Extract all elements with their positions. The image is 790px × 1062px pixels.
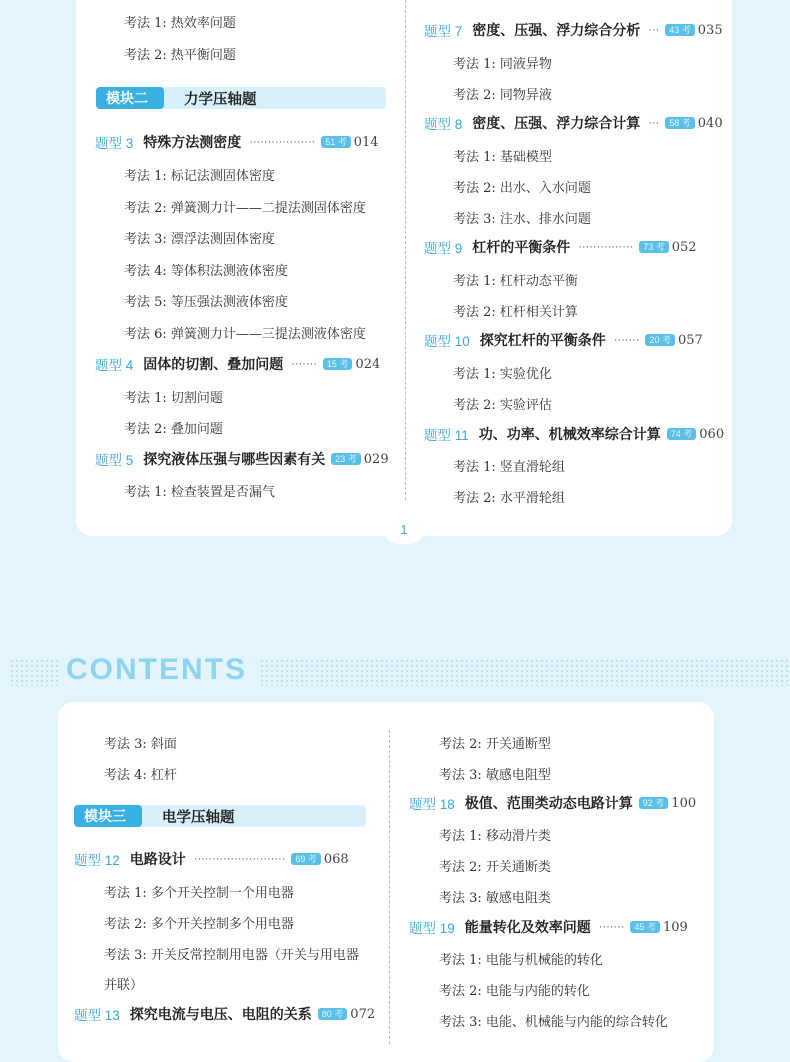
exam-count-badge: 58 考 [665, 117, 695, 129]
page-number: 060 [699, 426, 725, 442]
page-number: 040 [697, 115, 723, 131]
toc-entry-type-10[interactable] [424, 330, 703, 350]
page-number: 024 [355, 356, 381, 372]
leader-dots: ··············· [578, 241, 634, 253]
module-header [74, 805, 235, 827]
method-item: 考法 2: 热平衡问题 [124, 48, 236, 63]
toc-entry-type-7[interactable] [424, 20, 723, 40]
type-title: 探究液体压强与哪些因素有关 [143, 451, 326, 467]
method-item: 考法 1: 同液异物 [453, 57, 552, 72]
page-number: 100 [671, 795, 697, 811]
method-item: 考法 1: 标记法测固体密度 [124, 169, 275, 184]
exam-count-badge: 43 考 [665, 24, 695, 36]
exam-count-badge: 20 考 [645, 334, 675, 346]
type-title: 密度、压强、浮力综合计算 [472, 115, 641, 131]
toc-entry-type-9[interactable] [424, 237, 697, 257]
type-label: 题型 4 [95, 358, 134, 373]
module-title: 电学压轴题 [162, 809, 235, 826]
toc-entry-type-3[interactable] [95, 132, 379, 152]
method-item: 考法 2: 弹簧测力计——二提法测固体密度 [124, 201, 366, 216]
toc-entry-type-12[interactable] [74, 849, 349, 869]
toc-entry-type-11[interactable] [424, 424, 724, 444]
type-title: 固体的切割、叠加问题 [143, 356, 284, 372]
toc-entry-type-19[interactable] [409, 917, 688, 937]
toc-entry-type-18[interactable] [409, 793, 696, 813]
page-number: 109 [662, 919, 688, 935]
method-item: 考法 3: 电能、机械能与内能的综合转化 [439, 1015, 668, 1030]
method-item: 考法 2: 多个开关控制多个用电器 [104, 917, 294, 932]
module-header [96, 87, 257, 109]
leader-dots: ·················· [249, 136, 316, 148]
method-item: 考法 1: 电能与机械能的转化 [439, 953, 603, 968]
contents-heading: CONTENTS [66, 653, 247, 686]
method-item: 考法 3: 注水、排水问题 [453, 212, 591, 227]
method-item: 考法 4: 等体积法测液体密度 [124, 264, 288, 279]
method-item: 考法 2: 叠加问题 [124, 422, 223, 437]
toc-entry-type-5[interactable] [95, 449, 389, 469]
page-number: 014 [353, 134, 379, 150]
page-number-tab: 1 [384, 516, 424, 544]
type-label: 题型 12 [74, 853, 120, 868]
module-title: 力学压轴题 [184, 91, 257, 108]
method-item: 考法 1: 检查装置是否漏气 [124, 485, 275, 500]
leader-dots: ··· [648, 24, 660, 36]
method-item: 考法 5: 等压强法测液体密度 [124, 295, 288, 310]
module-label: 模块二 [96, 87, 164, 109]
type-title: 杠杆的平衡条件 [472, 239, 571, 255]
type-label: 题型 19 [409, 921, 455, 936]
type-label: 题型 9 [424, 241, 463, 256]
toc-entry-type-8[interactable] [424, 113, 723, 133]
method-item: 考法 1: 基础模型 [453, 150, 552, 165]
page-number: 035 [697, 22, 723, 38]
exam-count-badge: 15 考 [323, 358, 353, 370]
leader-dots: ······· [291, 358, 317, 370]
type-label: 题型 13 [74, 1008, 120, 1023]
type-label: 题型 8 [424, 117, 463, 132]
type-label: 题型 3 [95, 136, 134, 151]
type-title: 探究杠杆的平衡条件 [479, 332, 606, 348]
toc-entry-type-4[interactable] [95, 354, 380, 374]
exam-count-badge: 80 考 [318, 1008, 348, 1020]
method-item: 考法 1: 移动滑片类 [439, 829, 551, 844]
method-item: 考法 1: 多个开关控制一个用电器 [104, 886, 294, 901]
method-item: 并联） [104, 978, 144, 993]
leader-dots: ······· [598, 921, 625, 933]
type-label: 题型 11 [424, 428, 469, 443]
page-number: 072 [350, 1006, 376, 1022]
exam-count-badge: 45 考 [630, 921, 660, 933]
exam-count-badge: 23 考 [331, 453, 361, 465]
method-item: 考法 3: 开关反常控制用电器（开关与用电器 [104, 948, 359, 963]
method-item: 考法 3: 斜面 [104, 737, 177, 752]
method-item: 考法 3: 漂浮法测固体密度 [124, 232, 275, 247]
type-title: 探究电流与电压、电阻的关系 [129, 1006, 312, 1022]
method-item: 考法 2: 开关通断型 [439, 737, 551, 752]
type-title: 能量转化及效率问题 [464, 919, 591, 935]
leader-dots: ························· [193, 853, 286, 865]
method-item: 考法 1: 实验优化 [453, 367, 552, 382]
leader-dots: ······· [613, 334, 640, 346]
type-label: 题型 18 [409, 797, 455, 812]
method-item: 考法 2: 杠杆相关计算 [453, 305, 578, 320]
type-label: 题型 7 [424, 24, 463, 39]
toc-entry-type-13[interactable] [74, 1004, 375, 1024]
type-title: 电路设计 [129, 851, 186, 867]
column-divider [389, 730, 390, 1044]
method-item: 考法 3: 敏感电阻类 [439, 891, 551, 906]
method-item: 考法 1: 杠杆动态平衡 [453, 274, 578, 289]
type-title: 特殊方法测密度 [143, 134, 242, 150]
page-number: 029 [363, 451, 389, 467]
type-title: 密度、压强、浮力综合分析 [472, 22, 641, 38]
type-title: 功、功率、机械效率综合计算 [478, 426, 661, 442]
page-number: 068 [323, 851, 349, 867]
exam-count-badge: 74 考 [667, 428, 697, 440]
method-item: 考法 1: 竖直滑轮组 [453, 460, 565, 475]
method-item: 考法 1: 切割问题 [124, 391, 223, 406]
column-divider [405, 0, 406, 500]
page-number: 052 [671, 239, 697, 255]
method-item: 考法 3: 敏感电阻型 [439, 768, 551, 783]
exam-count-badge: 92 考 [639, 797, 669, 809]
page-number: 057 [677, 332, 703, 348]
method-item: 考法 1: 热效率问题 [124, 16, 236, 31]
type-label: 题型 10 [424, 334, 470, 349]
exam-count-badge: 73 考 [639, 241, 669, 253]
leader-dots: ··· [648, 117, 660, 129]
type-label: 题型 5 [95, 453, 134, 468]
method-item: 考法 2: 电能与内能的转化 [439, 984, 590, 999]
method-item: 考法 2: 实验评估 [453, 398, 552, 413]
method-item: 考法 4: 杠杆 [104, 768, 177, 783]
exam-count-badge: 69 考 [291, 853, 321, 865]
type-title: 极值、范围类动态电路计算 [464, 795, 633, 811]
method-item: 考法 2: 出水、入水问题 [453, 181, 591, 196]
method-item: 考法 2: 水平滑轮组 [453, 491, 565, 506]
method-item: 考法 6: 弹簧测力计——三提法测液体密度 [124, 327, 366, 342]
module-label: 模块三 [74, 805, 142, 827]
method-item: 考法 2: 开关通断类 [439, 860, 551, 875]
exam-count-badge: 51 考 [321, 136, 351, 148]
method-item: 考法 2: 同物异液 [453, 88, 552, 103]
